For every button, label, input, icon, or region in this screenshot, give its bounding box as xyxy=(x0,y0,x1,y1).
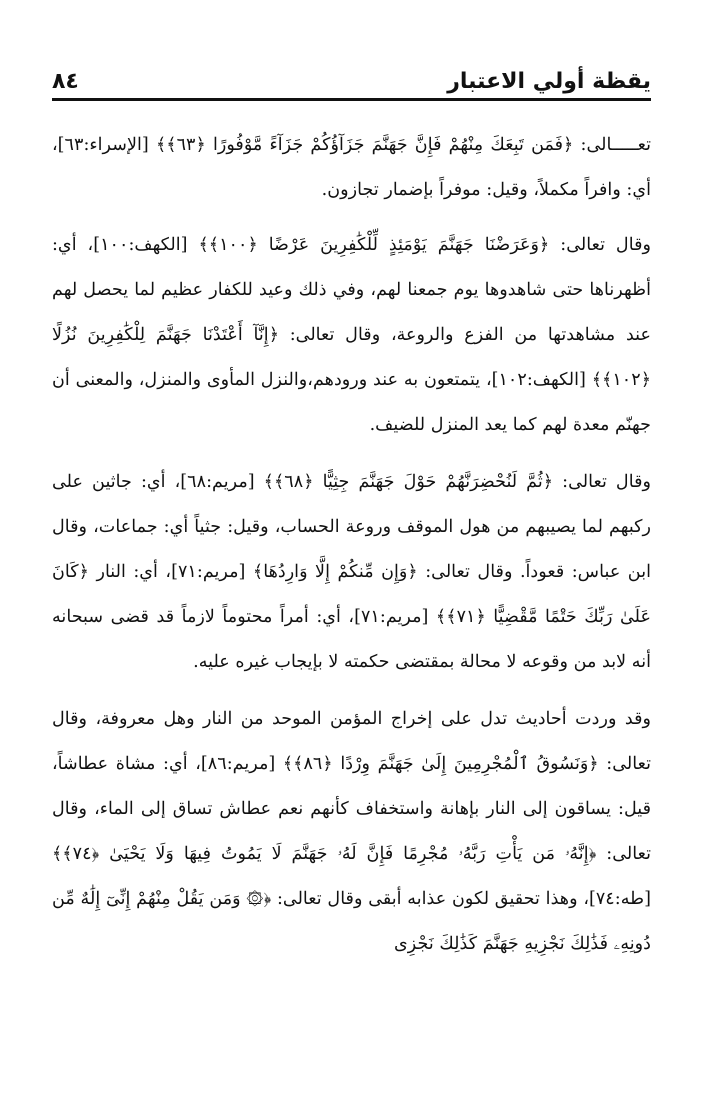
paragraph: وقال تعالى: ﴿وَعَرَضْنَا جَهَنَّمَ يَوْمَئِذٍ لِّلْكَٰفِرِينَ عَرْضًا ﴿١٠٠﴾﴾ [الكهف:١٠٠]، أي: أظهرناها حتى شاهدوها يوم جمعنا لهم، وفي ذلك وعيد للكفار عظيم لما يحصل لهم عند مشاهدتها من الفزع والروعة، وقال تعالى: ﴿إِنَّآ أَعْتَدْنَا جَهَنَّمَ لِلْكَٰفِرِينَ نُزُلًا ﴿١٠٢﴾﴾ [الكهف:١٠٢]، يتمتعون به عند ورودهم،والنزل المأوى والمنزل، والمعنى أن جهنّم معدة لهم كما يعد المنزل للضيف. xyxy=(52,235,651,435)
paragraph: وقال تعالى: ﴿ثُمَّ لَنُحْضِرَنَّهُمْ حَوْلَ جَهَنَّمَ جِثِيًّا ﴿٦٨﴾﴾ [مريم:٦٨]، أي: جاثين على ركبهم لما يصيبهم من هول الموقف وروعة الحساب، وقيل: جثياً أي: جماعات، وقال ابن عباس: قعوداً. وقال تعالى: ﴿وَإِن مِّنكُمْ إِلَّا وَارِدُهَا﴾ [مريم:٧١]، أي: النار ﴿كَانَ عَلَىٰ رَبِّكَ حَتْمًا مَّقْضِيًّا ﴿٧١﴾﴾ [مريم:٧١]، أي: أمراً محتوماً لازماً قد قضى سبحانه أنه لابد من وقوعه لا محالة بمقتضى حكمته لا بإيجاب غيره عليه. xyxy=(52,472,651,672)
page-number: ٨٤ xyxy=(52,69,79,94)
running-title: يقظة أولي الاعتبار xyxy=(447,69,651,94)
page-header xyxy=(52,56,651,101)
page-body xyxy=(52,123,651,967)
paragraph: تعـــــالى: ﴿فَمَن تَبِعَكَ مِنْهُمْ فَإِنَّ جَهَنَّمَ جَزَآؤُكُمْ جَزَآءً مَّوْفُورًا ﴿٦٣﴾﴾ [الإسراء:٦٣]، أي: وافراً مكملاً، وقيل: موفراً بإضمار تجازون. xyxy=(52,135,651,200)
paragraph: وقد وردت أحاديث تدل على إخراج المؤمن الموحد من النار وهل معروفة، وقال تعالى: ﴿وَنَسُوقُ ٱلْمُجْرِمِينَ إِلَىٰ جَهَنَّمَ وِرْدًا ﴿٨٦﴾﴾ [مريم:٨٦]، أي: مشاة عطاشاً، قيل: يساقون إلى النار بإهانة واستخفاف كأنهم نعم عطاش تساق إلى الماء، وقال تعالى: ﴿إِنَّهُۥ مَن يَأْتِ رَبَّهُۥ مُجْرِمًا فَإِنَّ لَهُۥ جَهَنَّمَ لَا يَمُوتُ فِيهَا وَلَا يَحْيَىٰ ﴿٧٤﴾﴾ [طه:٧٤]، وهذا تحقيق لكون عذابه أبقى وقال تعالى: ﴿۞ وَمَن يَقُلْ مِنْهُمْ إِنِّىٓ إِلَٰهٌ مِّن دُونِهِۦ فَذَٰلِكَ نَجْزِيهِ جَهَنَّمَ كَذَٰلِكَ نَجْزِى xyxy=(52,709,651,954)
